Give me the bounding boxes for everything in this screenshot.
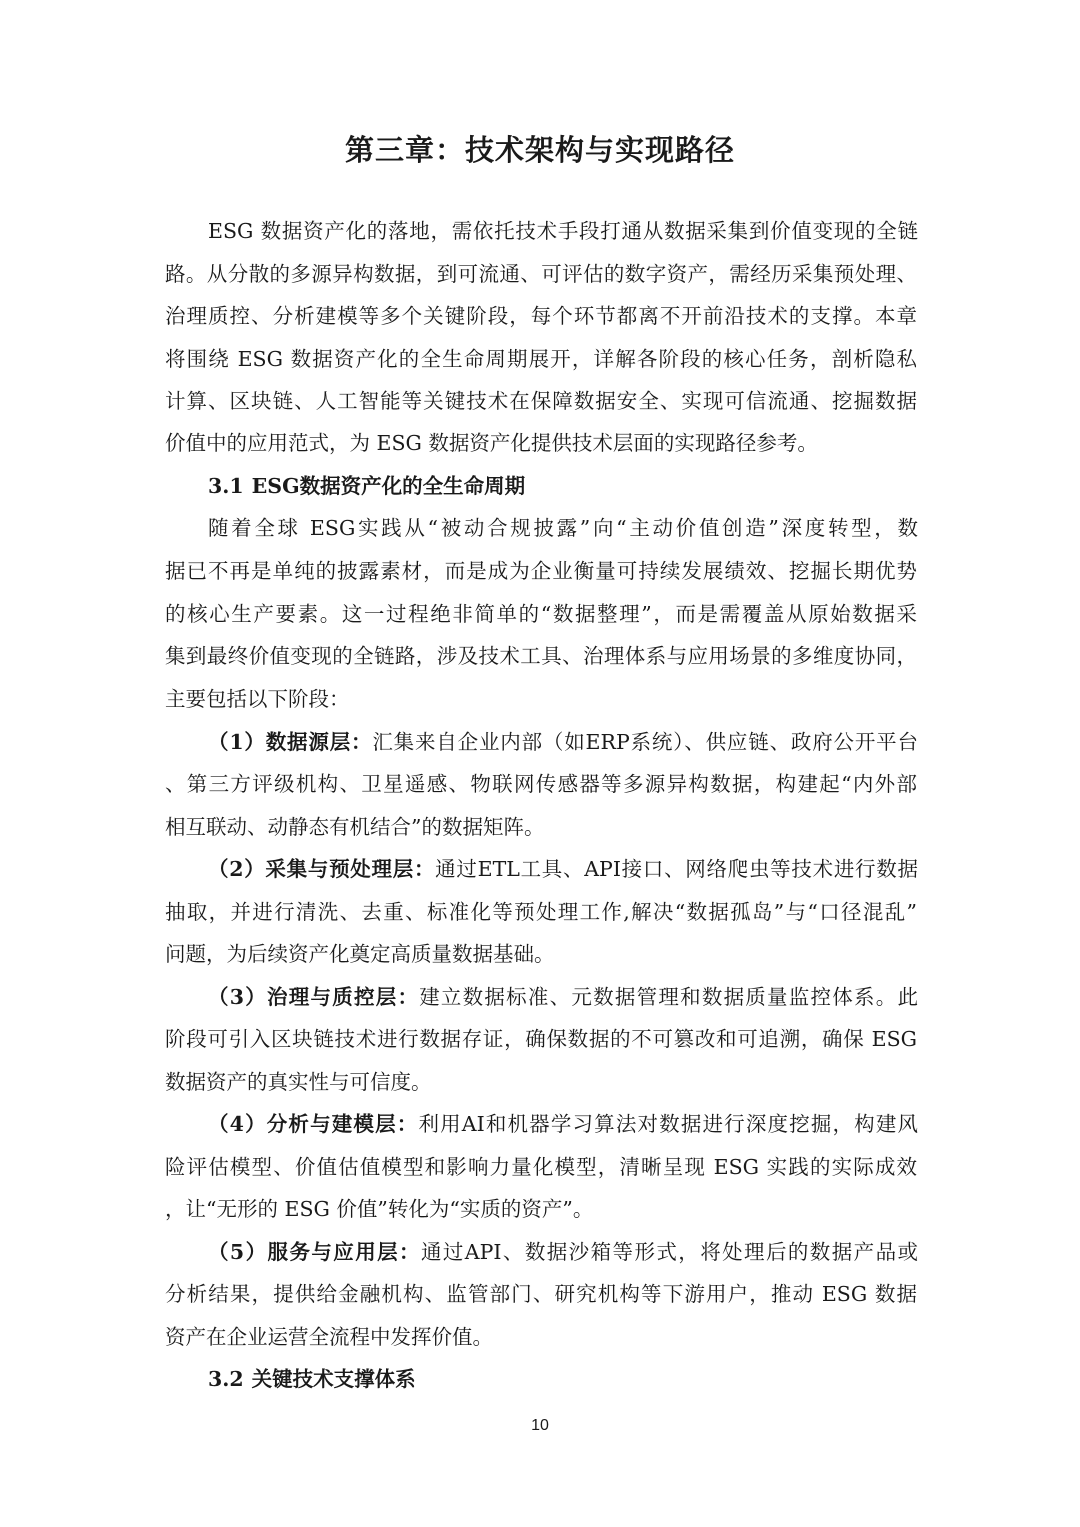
intro-line: 路。从分散的多源异构数据，到可流通、可评估的数字资产，需经历采集预处理、 <box>165 262 917 286</box>
intro-line: ESG 数据资产化的落地，需依托技术手段打通从数据采集到价值变现的全链 <box>208 219 918 243</box>
layer-text: 汇集来自企业内部（如ERP系统）、供应链、政府公开平台 <box>372 730 918 754</box>
body-line: 相互联动、动静态有机结合”的数据矩阵。 <box>165 815 545 839</box>
layer-label: （2）采集与预处理层： <box>208 857 436 881</box>
section-number: 3.1 <box>208 474 244 498</box>
layer-label: （4）分析与建模层： <box>208 1112 419 1136</box>
layer-text: 通过ETL工具、API接口、网络爬虫等技术进行数据 <box>435 857 918 881</box>
section-title: ESG数据资产化的全生命周期 <box>251 474 526 498</box>
layer-item-4 <box>208 1109 918 1139</box>
body-line: 、第三方评级机构、卫星遥感、物联网传感器等多源异构数据，构建起“内外部 <box>165 772 917 796</box>
layer-item-3 <box>208 982 918 1012</box>
page-number: 10 <box>531 1417 549 1434</box>
body-line: 主要包括以下阶段： <box>165 687 350 711</box>
layer-item-2 <box>208 854 918 884</box>
layer-label: （3）治理与质控层： <box>208 985 420 1009</box>
layer-item-1 <box>208 727 918 757</box>
chapter-title: 第三章：技术架构与实现路径 <box>344 133 735 167</box>
body-line: 分析结果，提供给金融机构、监管部门、研究机构等下游用户，推动 ESG 数据 <box>165 1282 917 1306</box>
section-heading-3-2 <box>208 1364 416 1394</box>
layer-label: （5）服务与应用层： <box>208 1240 421 1264</box>
section-heading-3-1 <box>208 471 525 501</box>
body-line: 问题，为后续资产化奠定高质量数据基础。 <box>165 942 555 966</box>
body-line: 数据资产的真实性与可信度。 <box>165 1070 432 1094</box>
layer-item-5 <box>208 1237 918 1267</box>
section-title: 关键技术支撑体系 <box>251 1367 416 1391</box>
body-line: 的核心生产要素。这一过程绝非简单的“数据整理”，而是需覆盖从原始数据采 <box>165 602 917 626</box>
layer-text: 利用AI和机器学习算法对数据进行深度挖掘，构建风 <box>418 1112 918 1136</box>
layer-text: 通过API、数据沙箱等形式，将处理后的数据产品或 <box>420 1240 918 1264</box>
body-line: 阶段可引入区块链技术进行数据存证，确保数据的不可篡改和可追溯，确保 ESG <box>165 1027 917 1051</box>
body-line: 资产在企业运营全流程中发挥价值。 <box>165 1325 493 1349</box>
intro-line: 价值中的应用范式，为 ESG 数据资产化提供技术层面的实现路径参考。 <box>165 431 818 455</box>
body-line: 据已不再是单纯的披露素材，而是成为企业衡量可持续发展绩效、挖掘长期优势 <box>165 559 917 583</box>
body-line: 抽取，并进行清洗、去重、标准化等预处理工作,解决“数据孤岛”与“口径混乱” <box>165 900 917 924</box>
layer-text: 建立数据标准、元数据管理和数据质量监控体系。此 <box>419 985 918 1009</box>
section-number: 3.2 <box>208 1367 244 1391</box>
intro-line: 治理质控、分析建模等多个关键阶段，每个环节都离不开前沿技术的支撑。本章 <box>165 304 917 328</box>
body-line: 险评估模型、价值估值模型和影响力量化模型，清晰呈现 ESG 实践的实际成效 <box>165 1155 917 1179</box>
intro-line: 将围绕 ESG 数据资产化的全生命周期展开，详解各阶段的核心任务，剖析隐私 <box>165 347 917 371</box>
layer-label: （1）数据源层： <box>208 730 373 754</box>
body-line: ，让“无形的 ESG 价值”转化为“实质的资产”。 <box>165 1197 594 1221</box>
body-line: 随着全球 ESG实践从“被动合规披露”向“主动价值创造”深度转型，数 <box>208 516 918 540</box>
intro-line: 计算、区块链、人工智能等关键技术在保障数据安全、实现可信流通、挖掘数据 <box>165 389 917 413</box>
body-line: 集到最终价值变现的全链路，涉及技术工具、治理体系与应用场景的多维度协同， <box>165 644 917 668</box>
